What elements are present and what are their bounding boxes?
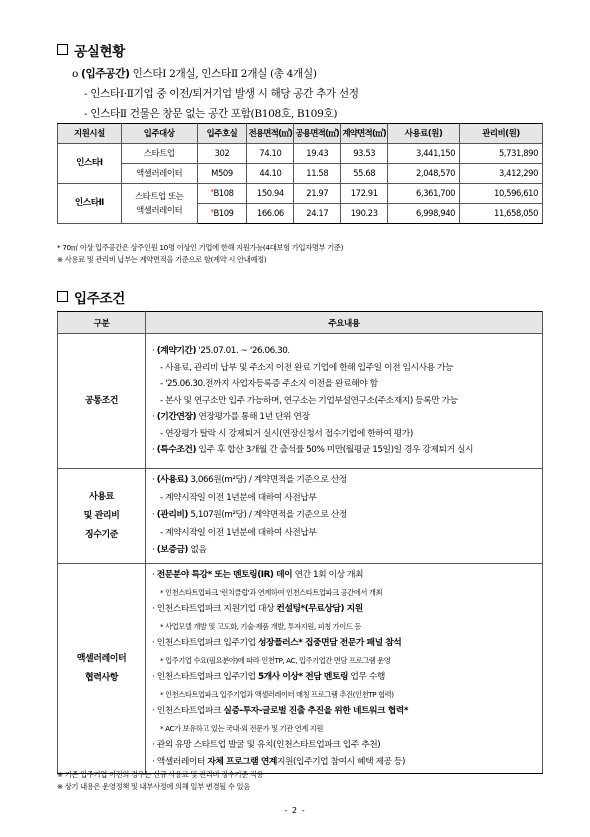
accelerator-conditions-body: · 전문분야 특강* 또는 멘토링(IR) 데이 연간 1회 이상 개최 * 인천스타트업파크 '런치클럽'과 연계하여 인천스타트업파크 공간에서 개최 · 인천스타트업파크 지원기업 대상 컨설팅*(무료상담) 지원 * 사업모델 개발 및 고도화, 기술·제품 개발, 투자지원, 피칭 가이드 등 · 인천스타트업파크 입주기업 성장플러스* 집중면담 전문가 패널 참석 * 입주기업 수요(필요분야)에 따라 인천TP, AC, 입주기업간 면담 프로그램 운영 · 인천스타트업파크 입주기업 5개사 이상* 전담 멘토링 업무 수행 * 인천스타트업파크 입주기업과 액셀러레이터 매칭 프로그램 추진(인천TP 협력) · 인천스타트업파크 실증-투자-글로벌 진출 추진을 위한 네트워크 협력* * AC가 보유하고 있는 국내·외 전문가 및 기관 연계 지원 · 관외 유망 스타트업 발굴 및 유치(인천스타트업파크 입주 추천) · 액셀러레이터 자체 프로그램 연계지원(입주기업 참여시 혜택 제공 등) <box>146 564 543 774</box>
fee-cell: 6,361,700 <box>388 184 460 204</box>
header-cell: 지원시설 <box>58 124 122 144</box>
vacancy-header-row <box>58 124 543 144</box>
table-row <box>58 184 543 204</box>
table-row <box>58 144 543 164</box>
vacancy-table <box>57 123 543 224</box>
header-cell: 공용면적(㎡) <box>294 124 341 144</box>
vacancy-note-2: ※ 사용료 및 관리비 납부는 계약면적을 기준으로 함(계약 시 안내예정) <box>57 255 267 264</box>
contract-area-cell: 190.23 <box>341 204 388 224</box>
contract-area-cell: 93.53 <box>341 144 388 164</box>
fee-conditions-body: · (사용료) 3,066원(m²당) / 계약면적을 기준으로 산정 - 계약시작일 이전 1년분에 대하여 사전납부 · (관리비) 5,107원(m²당) / 계약면적을 기준으로 산정 - 계약시작일 이전 1년분에 대하여 사전납부 · (보증금) 없음 <box>146 469 543 564</box>
vacancy-sub1: - 인스타Ⅰ·Ⅱ기업 중 이전/퇴거기업 발생 시 해당 공간 추가 선정 <box>84 88 359 100</box>
page-number: - 2 - <box>284 805 306 815</box>
header-cell: 계약면적(㎡) <box>341 124 388 144</box>
header-cell: 입주호실 <box>197 124 247 144</box>
header-cell: 사용료(원) <box>388 124 460 144</box>
vacancy-sub2: - 인스타Ⅱ 건물은 창문 없는 공간 포함(B108호, B109호) <box>84 108 338 120</box>
fee-cell: 3,441,150 <box>388 144 460 164</box>
room-cell: *B108 <box>197 184 247 204</box>
section-title-vacancy: 공실현황 <box>57 40 125 60</box>
star-mark: * <box>210 188 214 197</box>
target-cell: 스타트업 또는 액셀러레이터 <box>121 184 197 224</box>
common-conditions-body: · (계약기간) '25.07.01. ~ '26.06.30. - 사용료, 관리비 납부 및 주소지 이전 완료 기업에 한해 입주일 이전 임시사용 가능 - '25.06.30.전까지 사업자등록증 주소지 이전을 완료해야 함 - 본사 및 연구소만 입주 가능하며, 연구소는 기업부설연구소(주소재지) 등록만 가능 · (기간연장) 연장평가를 통해 1년 단위 연장 - 연장평가 탈락 시 강제퇴거 실시(연장신청서 접수기업에 한하여 평가) · (특수조건) 입주 후 합산 3개월 간 출석률 50% 미만(월평균 15일)일 경우 강제퇴거 실시 <box>146 334 543 469</box>
room-cell: M509 <box>197 164 247 184</box>
header-cell: 주요내용 <box>146 312 543 334</box>
common-area-cell: 24.17 <box>294 204 341 224</box>
target-cell: 액셀러레이터 <box>121 164 197 184</box>
exclusive-area-cell: 166.06 <box>247 204 294 224</box>
contract-area-cell: 55.68 <box>341 164 388 184</box>
conditions-table <box>57 311 543 774</box>
room-cell: 302 <box>197 144 247 164</box>
header-cell: 전용면적(㎡) <box>247 124 294 144</box>
checkbox-square-icon <box>57 44 68 55</box>
fee-cell: 2,048,570 <box>388 164 460 184</box>
table-row <box>58 564 543 774</box>
category-accelerator: 액셀러레이터 협력사항 <box>58 564 146 774</box>
conditions-header-row <box>58 312 543 334</box>
common-area-cell: 19.43 <box>294 144 341 164</box>
fee-cell: 6,998,940 <box>388 204 460 224</box>
target-cell: 스타트업 <box>121 144 197 164</box>
contract-area-cell: 172.91 <box>341 184 388 204</box>
vacancy-bullet: o (입주공간) 인스타Ⅰ 2개실, 인스타Ⅱ 2개실 (총 4개실) <box>72 68 317 80</box>
mgmt-fee-cell: 11,658,050 <box>460 204 543 224</box>
room-cell: *B109 <box>197 204 247 224</box>
category-common: 공통조건 <box>58 334 146 469</box>
checkbox-square-icon <box>57 291 68 302</box>
mgmt-fee-cell: 5,731,890 <box>460 144 543 164</box>
header-cell: 관리비(원) <box>460 124 543 144</box>
header-cell: 입주대상 <box>121 124 197 144</box>
star-mark: * <box>210 208 214 217</box>
header-cell: 구분 <box>58 312 146 334</box>
conditions-note-2: ※ 상기 내용은 운영정책 및 내부사정에 의해 일부 변경될 수 있음 <box>57 782 250 791</box>
exclusive-area-cell: 150.94 <box>247 184 294 204</box>
facility-cell: 인스타Ⅱ <box>58 184 122 224</box>
facility-cell: 인스타Ⅰ <box>58 144 122 184</box>
conditions-note-1: ※ 기존 입주기업 이전의 경우는 신규 사용료 및 관리비 징수기준 적용 <box>57 770 264 779</box>
section-title-conditions: 입주조건 <box>57 287 125 307</box>
vacancy-note-1: * 70㎡ 이상 입주공간은 상주인원 10명 이상인 기업에 한해 지원가능(4대보험 가입자명부 기준) <box>57 243 344 252</box>
table-row <box>58 469 543 564</box>
exclusive-area-cell: 44.10 <box>247 164 294 184</box>
common-area-cell: 11.58 <box>294 164 341 184</box>
table-row <box>58 334 543 469</box>
common-area-cell: 21.97 <box>294 184 341 204</box>
mgmt-fee-cell: 3,412,290 <box>460 164 543 184</box>
exclusive-area-cell: 74.10 <box>247 144 294 164</box>
table-row <box>58 164 543 184</box>
mgmt-fee-cell: 10,596,610 <box>460 184 543 204</box>
category-fee: 사용료 및 관리비 징수기준 <box>58 469 146 564</box>
